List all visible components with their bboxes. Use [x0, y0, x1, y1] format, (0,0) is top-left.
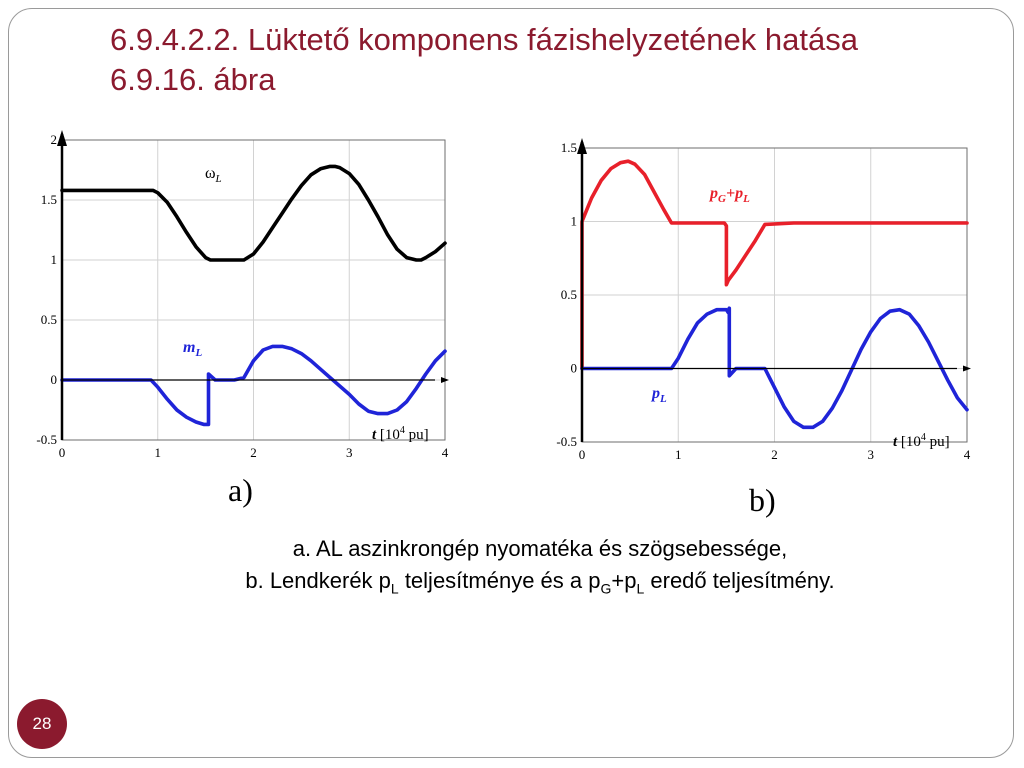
slide-title-line1: 6.9.4.2.2. Lüktető komponens fázishelyzetének hatása [110, 22, 858, 57]
caption-text-1: b. Lendkerék p [245, 568, 391, 593]
slide-title [110, 20, 858, 100]
chart-b [520, 130, 990, 480]
x-tick-label: 4 [963, 447, 971, 462]
x-tick-label: 2 [250, 445, 257, 460]
caption-line1: a. AL aszinkrongép nyomatéka és szögsebessége, [292, 536, 788, 561]
x-tick-label: 2 [771, 447, 778, 462]
y-tick-label: -0.5 [36, 432, 57, 447]
y-tick-label: 1.5 [40, 192, 57, 207]
caption-sub-3: L [636, 580, 645, 597]
series-label-1: $m_L$ [183, 339, 203, 359]
x-axis-label: t [$10^4$ pu] [893, 432, 950, 450]
series-label-1: $p_L$ [652, 385, 667, 405]
y-tick-label: 0.5 [40, 312, 57, 327]
x-axis-label: t [$10^4$ pu] [372, 425, 429, 443]
x-tick-label: 3 [867, 447, 874, 462]
x-tick-label: 4 [441, 445, 449, 460]
x-tick-label: 0 [578, 447, 586, 462]
caption-line2 [110, 566, 970, 603]
y-tick-label: 0 [50, 372, 57, 387]
y-tick-label: 0 [570, 360, 577, 376]
x-tick-label: 3 [346, 445, 353, 460]
y-tick-label: 2 [50, 132, 57, 147]
series-label-0: $p_G+p_L$ [710, 185, 750, 205]
chart-a [0, 120, 470, 470]
caption-sub-1: L [390, 580, 399, 597]
x-tick-label: 0 [58, 445, 66, 460]
y-tick-label: 1.5 [560, 140, 577, 155]
caption-text-4: eredő teljesítmény. [644, 568, 835, 593]
panel-label-a: a) [228, 472, 253, 508]
caption-text-3: +p [611, 568, 637, 593]
x-tick-label: 1 [675, 447, 682, 462]
panel-label-b: b) [749, 482, 776, 518]
y-axis-arrow [577, 138, 587, 154]
y-axis-arrow [57, 130, 67, 146]
caption-text-2: teljesítménye és a p [398, 568, 601, 593]
page-number-badge: 28 [17, 699, 67, 749]
y-tick-label: -0.5 [556, 434, 577, 449]
y-tick-label: 0.5 [560, 287, 577, 302]
series-label-0: $\omega_L$ [205, 165, 222, 185]
caption-sub-2: G [600, 580, 612, 597]
x-tick-label: 1 [154, 445, 161, 460]
y-tick-label: 1 [570, 213, 577, 229]
slide-title-line2: 6.9.16. ábra [110, 62, 276, 97]
y-tick-label: 1 [50, 252, 57, 267]
